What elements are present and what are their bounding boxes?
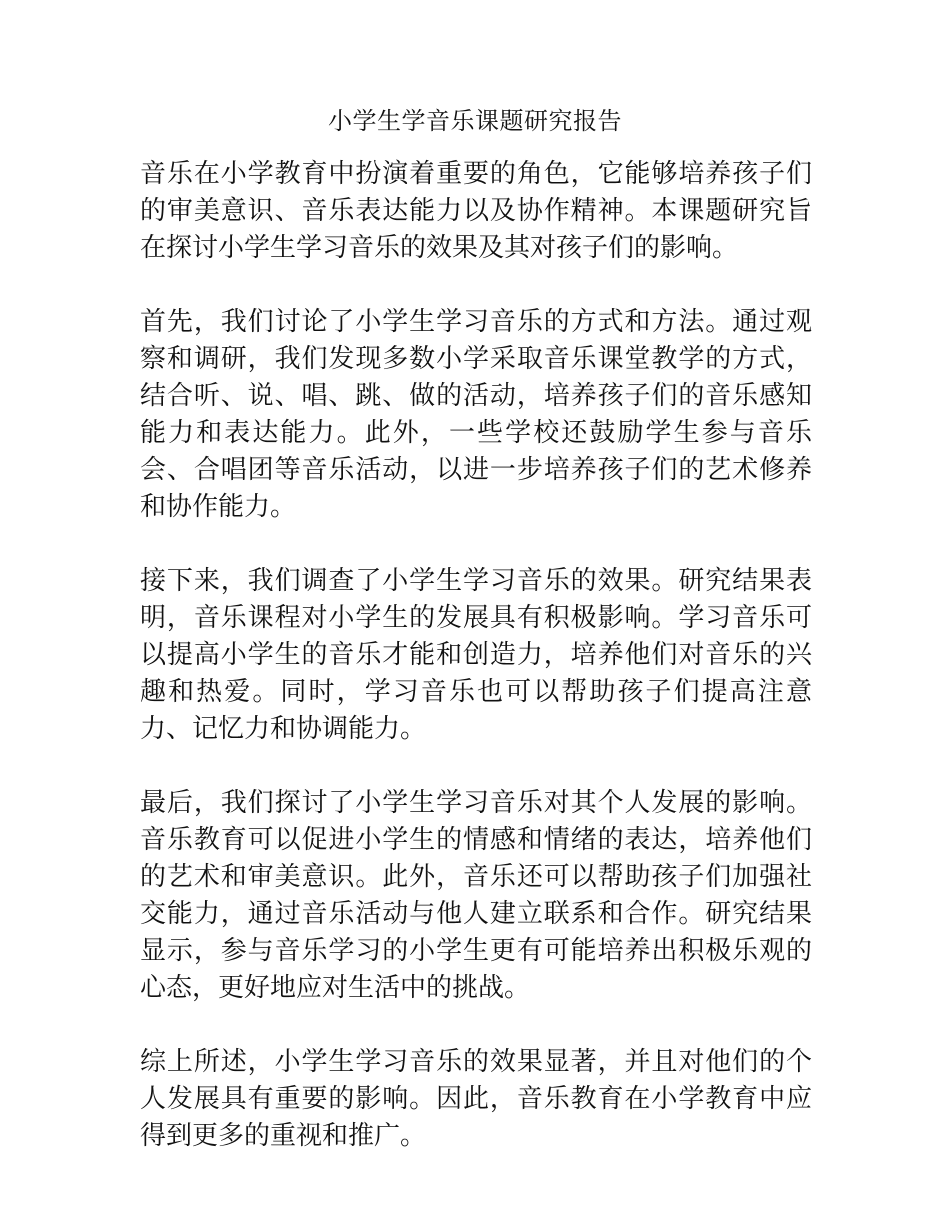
paragraph-methods: 首先，我们讨论了小学生学习音乐的方式和方法。通过观察和调研，我们发现多数小学采取音乐课堂教学的方式，结合听、说、唱、跳、做的活动，培养孩子们的音乐感知能力和表达能力。此外，一些学校还鼓励学生参与音乐会、合唱团等音乐活动，以进一步培养孩子们的艺术修养和协作能力。 (140, 307, 812, 522)
document-body (140, 156, 812, 1192)
paragraph-effects: 接下来，我们调查了小学生学习音乐的效果。研究结果表明，音乐课程对小学生的发展具有积极影响。学习音乐可以提高小学生的音乐才能和创造力，培养他们对音乐的兴趣和热爱。同时，学习音乐也可以帮助孩子们提高注意力、记忆力和协调能力。 (140, 566, 812, 744)
paragraph-intro: 音乐在小学教育中扮演着重要的角色，它能够培养孩子们的审美意识、音乐表达能力以及协作精神。本课题研究旨在探讨小学生学习音乐的效果及其对孩子们的影响。 (140, 159, 812, 263)
paragraph-conclusion: 综上所述，小学生学习音乐的效果显著，并且对他们的个人发展具有重要的影响。因此，音乐教育在小学教育中应得到更多的重视和推广。 (140, 1047, 812, 1151)
document-title: 小学生学音乐课题研究报告 (328, 107, 622, 135)
paragraph-development: 最后，我们探讨了小学生学习音乐对其个人发展的影响。音乐教育可以促进小学生的情感和情绪的表达，培养他们的艺术和审美意识。此外，音乐还可以帮助孩子们加强社交能力，通过音乐活动与他人建立联系和合作。研究结果显示，参与音乐学习的小学生更有可能培养出积极乐观的心态，更好地应对生活中的挑战。 (140, 788, 812, 1003)
